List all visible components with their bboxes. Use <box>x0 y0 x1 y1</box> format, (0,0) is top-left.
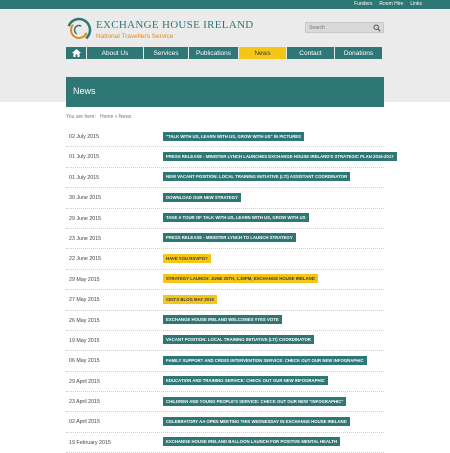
news-list <box>66 127 394 453</box>
news-row <box>66 147 394 167</box>
news-title-link[interactable]: TAKE A TOUR OF TALK WITH US, LEARN WITH US, GROW WITH US <box>163 213 309 222</box>
brand-title: EXCHANGE HOUSE IRELAND <box>96 19 254 31</box>
news-title-link[interactable]: EDUCATION AND TRAINING SERVICE: CHECK OUT OUR NEW INFOGRAPHIC <box>163 376 328 385</box>
news-row <box>66 311 384 331</box>
nav-item-publications[interactable]: Publications <box>189 47 238 59</box>
swirl-logo-icon[interactable] <box>66 17 92 43</box>
search-input[interactable] <box>309 23 371 32</box>
home-icon <box>72 49 81 57</box>
news-date: 23 April 2015 <box>69 399 100 406</box>
news-date: 23 June 2015 <box>69 235 102 242</box>
top-link-links[interactable]: Links <box>410 1 422 7</box>
news-title-link[interactable]: CELEBRATORY AA OPEN MEETING THIS WEDNESDAY IN EXCHANGE HOUSE IRELAND <box>163 417 350 426</box>
nav-home[interactable] <box>66 47 86 59</box>
nav-item-about-us[interactable]: About Us <box>87 47 143 59</box>
news-row <box>66 270 384 290</box>
news-title-link[interactable]: STRATEGY LAUNCH: JUNE 25TH, 1.30PM, EXCHANGE HOUSE IRELAND <box>163 274 318 283</box>
top-link-funders[interactable]: Funders <box>354 1 373 7</box>
news-date: 06 May 2015 <box>69 358 100 365</box>
news-row <box>66 392 384 412</box>
news-date: 26 May 2015 <box>69 317 100 324</box>
news-date: 29 June 2015 <box>69 215 102 222</box>
top-utility-bar <box>0 0 450 9</box>
nav-item-contact[interactable]: Contact <box>287 47 334 59</box>
main-nav <box>66 47 383 59</box>
news-row <box>66 412 384 432</box>
top-link-room-hire[interactable]: Room Hire <box>379 1 404 7</box>
top-links <box>354 1 422 7</box>
search-icon[interactable] <box>373 24 381 32</box>
news-date: 29 May 2015 <box>69 276 100 283</box>
breadcrumb-home[interactable]: Home <box>100 114 114 120</box>
news-title-link[interactable]: FAMILY SUPPORT AND CRISIS INTERVENTION SERVICE: CHECK OUT OUR NEW INFOGRAPHIC <box>163 356 367 365</box>
news-row <box>66 372 384 392</box>
news-title-link[interactable]: NEW VACANT POSITION: LOCAL TRAINING INITIATIVE (LTI) ASSISTANT COORDINATOR <box>163 172 350 181</box>
news-date: 19 May 2015 <box>69 337 100 344</box>
news-date: 02 July 2015 <box>69 134 100 140</box>
nav-item-news[interactable]: News <box>239 47 286 59</box>
brand[interactable] <box>96 19 254 40</box>
news-row <box>66 209 384 229</box>
news-title-link[interactable]: VACANT POSITION: LOCAL TRAINING INITIATIVE (LTI) COORDINATOR <box>163 335 314 344</box>
news-title-link[interactable]: CHILDREN AND YOUNG PEOPLE'S SERVICE: CHECK OUT OUR NEW "INFOGRAPHIC" <box>163 397 346 406</box>
news-date: 22 June 2015 <box>69 256 102 263</box>
news-date: 27 May 2015 <box>69 297 100 304</box>
news-row <box>66 351 384 371</box>
news-title-link[interactable]: DOWNLOAD OUR NEW STRATEGY <box>163 193 241 202</box>
news-title-link[interactable]: EXCHANGE HOUSE IRELAND BALLOON LAUNCH FOR POSITIVE MENTAL HEALTH <box>163 437 340 446</box>
news-date: 30 June 2015 <box>69 195 102 202</box>
nav-item-services[interactable]: Services <box>144 47 188 59</box>
news-row <box>66 331 384 351</box>
breadcrumb <box>66 114 131 120</box>
news-date: 19 February 2015 <box>69 439 111 446</box>
news-row <box>66 229 384 249</box>
news-title-link[interactable]: "TALK WITH US, LEARN WITH US, GROW WITH US" IN PICTURES <box>163 132 304 141</box>
news-row <box>66 168 384 188</box>
news-date: 01 July 2015 <box>69 154 100 161</box>
news-row <box>66 127 384 147</box>
news-title-link[interactable]: EXCHANGE HOUSE IRELAND WELCOMES #YES VOTE <box>163 315 282 324</box>
news-title-link[interactable]: HAVE YOU RSVP'D? <box>163 254 211 263</box>
breadcrumb-separator: » <box>114 114 118 120</box>
page-title: News <box>73 86 96 96</box>
news-row <box>66 290 384 310</box>
brand-subtitle: National Travellers Service <box>96 33 174 40</box>
news-date: 01 July 2015 <box>69 174 100 181</box>
nav-item-donations[interactable]: Donations <box>335 47 382 59</box>
news-title-link[interactable]: CEO'S BLOG MAY 2015 <box>163 295 217 304</box>
news-title-link[interactable]: PRESS RELEASE - MINISTER LYNCH TO LAUNCH STRATEGY <box>163 233 296 242</box>
search-box <box>305 22 384 33</box>
breadcrumb-prefix: You are here: <box>66 114 96 120</box>
news-title-link[interactable]: PRESS RELEASE - MINISTER LYNCH LAUNCHES EXCHANGE HOUSE IRELAND'S STRATEGIC PLAN 2015-2017 <box>163 152 397 161</box>
page-title-band <box>66 77 384 107</box>
news-date: 29 April 2015 <box>69 378 100 385</box>
news-row <box>66 249 384 269</box>
breadcrumb-current: News <box>118 114 132 120</box>
news-row <box>66 188 384 208</box>
news-date: 02 April 2015 <box>69 419 100 426</box>
